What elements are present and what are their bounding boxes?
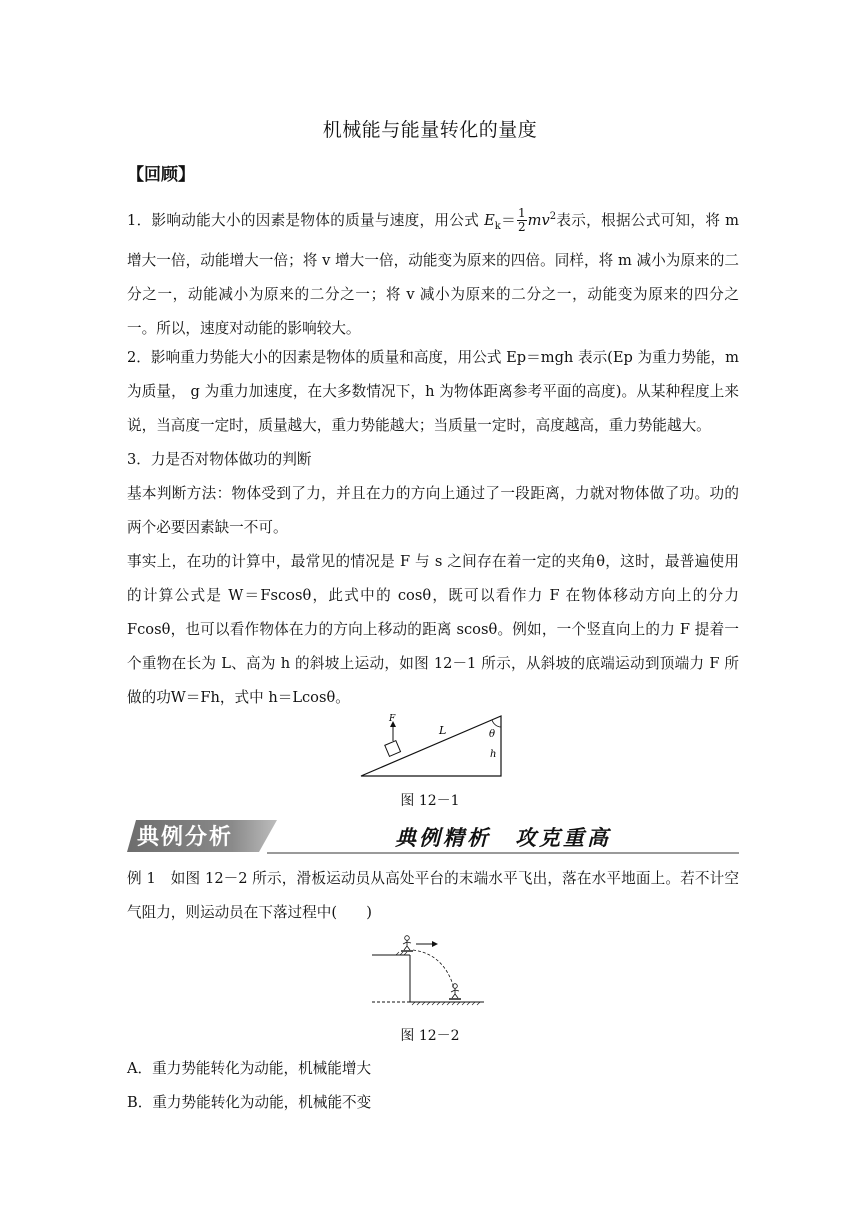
fraction-numerator: 1 xyxy=(517,206,526,221)
block-on-incline xyxy=(385,741,401,757)
p1-text-a: 1．影响动能大小的因素是物体的质量与速度，用公式 xyxy=(127,211,485,229)
label-theta: θ xyxy=(489,729,496,740)
section-banner xyxy=(127,818,739,856)
label-F: F xyxy=(389,714,396,724)
figure-12-2-caption: 图 12－2 xyxy=(400,1028,460,1044)
label-L: L xyxy=(439,724,447,737)
option-a: A．重力势能转化为动能，机械能增大 xyxy=(127,1060,372,1077)
fraction-denominator: 2 xyxy=(517,220,526,235)
example-1-question: 例 1 如图 12－2 所示，滑板运动员从高处平台的末端水平飞出，落在水平地面上。若不计空气阻力，则运动员在下落过程中( ) xyxy=(127,870,739,921)
section-heading-review: 【回顾】 xyxy=(127,165,195,185)
banner-right-label: 典例精析 攻克重高 xyxy=(395,825,611,850)
label-h: h xyxy=(490,749,497,760)
paragraph-work-basic: 基本判断方法：物体受到了力，并且在力的方向上通过了一段距离，力就对物体做了功。功的两个必要因素缺一不可。 xyxy=(127,485,739,536)
p1-text-b: 表示，根据公式可知，将 m 增大一倍，动能增大一倍；将 v 增大一倍，动能变为原来的四倍。同样，将 m 减小为原来的二分之一，动能减小为原来的二分之一；将 v 减小为原来的二分之一，动能变为原来的四分之一。所以，速度对动能的影响较大。 xyxy=(127,211,739,337)
equals-sign: ＝ xyxy=(500,211,516,229)
skater-top xyxy=(401,936,413,951)
skater-landed xyxy=(449,984,461,999)
figure-12-1-caption: 图 12－1 xyxy=(400,793,460,809)
velocity-arrow-head xyxy=(432,941,438,947)
paragraph-kinetic-energy xyxy=(127,200,739,346)
option-b: B．重力势能转化为动能，机械能不变 xyxy=(127,1094,372,1111)
trajectory-dashed xyxy=(413,950,454,988)
figure-skateboarder xyxy=(372,930,487,1010)
theta-arc xyxy=(492,720,501,727)
paragraph-work-formula: 事实上，在功的计算中，最常见的情况是 F 与 s 之间存在着一定的夹角θ，这时，最普遍使用的计算公式是 W＝Fscosθ，此式中的 cosθ，既可以看作力 F 在物体移动方向上的分力 Fcosθ，也可以看作物体在力的方向上移动的距离 scosθ。例如，一个竖直向上的力 F 提着一个重物在长为 L、高为 h 的斜坡上运动，如图 12－1 所示，从斜坡的底端运动到顶端力 F 所做的功W＝Fh，式中 h＝Lcosθ。 xyxy=(127,553,739,706)
paragraph-potential-energy: 2．影响重力势能大小的因素是物体的质量和高度，用公式 Ep＝mgh 表示(Ep 为重力势能，m 为质量， g 为重力加速度，在大多数情况下，h 为物体距离参考平面的高度)。从某种程度上来说，当高度一定时，质量越大，重力势能越大；当质量一定时，高度越高，重力势能越大。 xyxy=(127,349,739,434)
banner-left-label: 典例分析 xyxy=(137,825,234,850)
incline-triangle xyxy=(361,716,501,776)
ek-subscript: k xyxy=(494,220,501,232)
ek-symbol: E xyxy=(484,211,495,229)
fraction-one-half xyxy=(517,207,527,234)
paragraph-work-heading: 3．力是否对物体做功的判断 xyxy=(127,451,312,468)
figure-incline xyxy=(355,710,515,780)
banner-underline xyxy=(267,852,739,854)
page-title: 机械能与能量转化的量度 xyxy=(322,119,538,141)
mv-symbol: mv xyxy=(527,211,550,229)
square-superscript: 2 xyxy=(549,211,557,222)
